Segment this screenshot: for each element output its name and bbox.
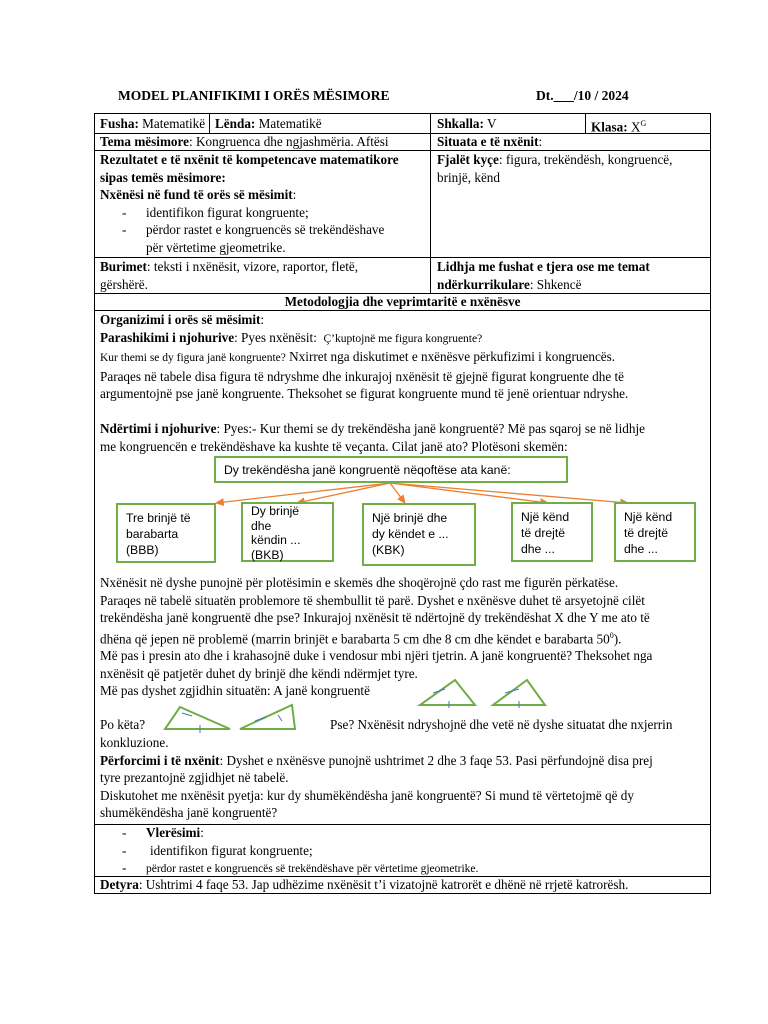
box-line: dhe ...	[521, 542, 555, 556]
build-text: : Pyes:- Kur themi se dy trekëndësha janë kongruentë? Më pas sqaroj se në lidhje	[216, 421, 645, 436]
org-colon: :	[260, 312, 265, 327]
assessment-colon: :	[200, 825, 204, 840]
result-item: identifikon figurat kongruente;	[146, 204, 309, 220]
lenda-label: Lënda:	[215, 116, 256, 131]
diagram-box-bbb	[116, 503, 216, 563]
arrow	[216, 483, 390, 503]
pre-question: Ç’kuptojnë me figura kongruente?	[323, 332, 483, 345]
results-sub-label: Nxënësi në fund të orës së mësimit	[100, 187, 293, 202]
activity-text	[100, 574, 708, 700]
org-label: Organizimi i orës së mësimit	[100, 312, 261, 327]
arrow	[390, 483, 628, 503]
pre-text: : Pyes nxënësit:	[234, 329, 317, 345]
tema-value: : Kongruenca dhe ngjashmëria. Aftësi	[189, 134, 389, 149]
activity-line: konkluzione.	[100, 735, 169, 750]
klasa-label: Klasa:	[591, 119, 628, 135]
results-sub-colon: :	[292, 187, 297, 202]
pre-question-2: Kur themi se dy figura janë kongruente?	[100, 352, 286, 364]
dash: -	[122, 860, 127, 875]
fusha-value: Matematikë	[138, 116, 206, 131]
methodology-title: Metodologjia dhe veprimtaritë e nxënësve	[284, 294, 521, 309]
reinforcement-text-cont: tyre prezantojnë zgjidhjet në tabelë.	[100, 770, 289, 785]
triangle-icon	[165, 707, 230, 729]
triangle-pair-1	[415, 675, 555, 710]
activity-line-end: ).	[613, 630, 622, 646]
box-line: të drejtë	[521, 526, 566, 540]
tema-label: Tema mësimore	[100, 134, 189, 149]
box-line: Dy brinjë	[251, 504, 300, 518]
results-heading-cont: sipas temës mësimore:	[100, 169, 226, 185]
dash: -	[122, 842, 127, 858]
page-title: MODEL PLANIFIKIMI I ORËS MËSIMORE	[118, 88, 390, 103]
box-line: Një kënd	[624, 510, 673, 524]
situata-value: :	[538, 134, 543, 149]
box-line: Një brinjë dhe	[372, 511, 448, 525]
reinforcement-label: Përforcimi i të nxënit	[100, 752, 220, 768]
box-line: dhe ...	[624, 542, 658, 556]
link-label-cont: ndërkurrikulare	[437, 276, 530, 292]
diagram-box-bkb	[241, 502, 334, 562]
situata-label: Situata e të nxënit	[437, 134, 539, 149]
assessment-cell	[100, 824, 708, 879]
link-label: Lidhja me fushat e tjera ose me temat	[437, 259, 650, 274]
pse-text: Pse? Nxënësit ndryshojnë dhe vetë në dyshe situatat dhe nxjerrin	[330, 717, 673, 732]
lenda-value: Matematikë	[255, 116, 322, 131]
activity-line: Nxënësit në dyshe punojnë për plotësimin e skemës dhe shoqërojnë çdo rast me figurën përkatëse.	[100, 575, 619, 590]
activity-line: nxënësit që patjetër duhet dy brinjë dhe këndi ndërmjet tyre.	[100, 665, 418, 681]
klasa-value: X	[627, 119, 641, 135]
result-item: përdor rastet e kongruencës së trekëndëshave	[146, 222, 385, 237]
box-line: (BKB)	[251, 547, 284, 562]
resources-label: Burimet	[100, 259, 147, 274]
fusha-label: Fusha:	[100, 116, 139, 131]
discussion-line: shumëkëndësha janë kongruentë?	[100, 805, 278, 820]
keywords-value-cont: brinjë, kënd	[437, 169, 500, 185]
shkalla-label: Shkalla:	[437, 116, 484, 131]
activity-line: Më pas i presin ato dhe i krahasojnë duke i vendosur mbi njëri tjetrin. A janë kongruentë? Theksohet nga	[100, 648, 653, 664]
assessment-item: identifikon figurat kongruente;	[150, 842, 313, 858]
box-line: (KBK)	[372, 543, 405, 557]
pre-label: Parashikimi i njohurive	[100, 329, 235, 345]
arrow	[390, 483, 548, 503]
homework-text: : Ushtrimi 4 faqe 53. Jap udhëzime nxënësit t’i vizatojnë katrorët e dhënë në rrjetë katrorësh.	[138, 877, 629, 892]
activity-line: Më pas dyshet zgjidhin situatën: A janë kongruentë	[100, 683, 370, 699]
date-field: Dt.___/10 / 2024	[536, 88, 629, 103]
paragraph: Paraqes në tabele disa figura të ndryshme dhe inkurajoj nxënësit të gjejnë figurat kongruente dhe të	[100, 368, 625, 384]
homework-cell	[100, 876, 708, 894]
triangle-pair-2	[160, 701, 310, 735]
diagram-box-right-angle-2	[614, 502, 696, 562]
box-line: barabarta	[126, 527, 179, 541]
po-keta-text: Po këta?	[100, 717, 146, 732]
resources-value: : teksti i nxënësit, vizore, raportor, fletë,	[146, 259, 359, 274]
resources-value-cont: gërshërë.	[100, 276, 148, 292]
arrow	[297, 483, 390, 503]
assessment-label: Vlerësimi	[146, 825, 201, 840]
degree-sup: 0	[609, 630, 614, 640]
build-text-cont: me kongruencën e trekëndëshave ka kushte të veçanta. Cilat janë ato? Plotësoni skemën:	[100, 438, 568, 454]
triangle-icon	[240, 705, 295, 729]
assessment-item: përdor rastet e kongruencës së trekëndëshave për vërtetime gjeometrike.	[146, 863, 479, 875]
keywords-label: Fjalët kyçe	[437, 152, 499, 167]
activity-line: trekëndësha janë kongruentë dhe pse? Inkurajoj nxënësit të ndërtojnë dy trekëndëshat X dhe Y me ato të	[100, 610, 650, 625]
triangle-icon	[420, 680, 475, 705]
diagram-title-box: Dy trekëndësha janë kongruentë nëqoftëse ata kanë:	[214, 456, 568, 483]
paragraph: argumentojnë pse janë kongruente. Theksohet se figurat kongruente mund të jenë orientuar ndryshe.	[100, 386, 629, 401]
dash: -	[122, 825, 127, 840]
klasa-superscript: G	[640, 119, 647, 128]
activity-line: dhëna që jepen në problemë (marrin brinjët e barabarta 5 cm dhe 8 cm dhe këndet e barabarta 50	[100, 630, 610, 646]
diagram-box-right-angle-1	[511, 502, 593, 562]
shkalla-value: V	[483, 116, 497, 131]
box-line: të drejtë	[624, 526, 669, 540]
keywords-value: : figura, trekëndësh, kongruencë,	[498, 152, 673, 167]
pre-rest: Nxirret nga diskutimet e nxënësve përkufizimi i kongruencës.	[285, 349, 616, 364]
results-cell: Rezultatet e të nxënit të kompetencave matematikore sipas temës mësimore: Nxënësi në fund të orës së mësimit: - identifikon figurat kongruente; - përdor rastet e kongruencës së trekëndëshave për vërtetime gjeometrike.	[100, 151, 426, 256]
link-value: : Shkencë	[529, 276, 582, 292]
activity-line: Paraqes në tabelë situatën problemore të shembullit të parë. Dyshet e nxënësve duhet të arsyetojnë cilët	[100, 592, 645, 608]
diagram-box-kbk	[362, 503, 476, 566]
discussion-line: Diskutohet me nxënësit pyetja: kur dy shumëkëndësha janë kongruentë? Si mund të vërtetojmë që dy	[100, 787, 634, 803]
results-heading: Rezultatet e të nxënit të kompetencave matematikore	[100, 152, 399, 167]
box-line: këndin ...	[251, 533, 301, 547]
box-line: Tre brinjë të	[126, 511, 191, 525]
activity-text-2	[100, 734, 708, 822]
box-line: dhe	[251, 518, 272, 533]
reinforcement-text: : Dyshet e nxënësve punojnë ushtrimet 2 dhe 3 faqe 53. Pasi përfundojnë disa prej	[219, 752, 653, 768]
build-label: Ndërtimi i njohurive	[100, 421, 217, 436]
homework-label: Detyra	[100, 877, 139, 892]
box-line: Një kënd	[521, 510, 570, 524]
box-line: dy këndet e ...	[372, 527, 449, 541]
box-line: (BBB)	[126, 543, 159, 557]
result-item-cont: për vërtetime gjeometrike.	[146, 239, 286, 255]
arrow	[390, 483, 405, 503]
